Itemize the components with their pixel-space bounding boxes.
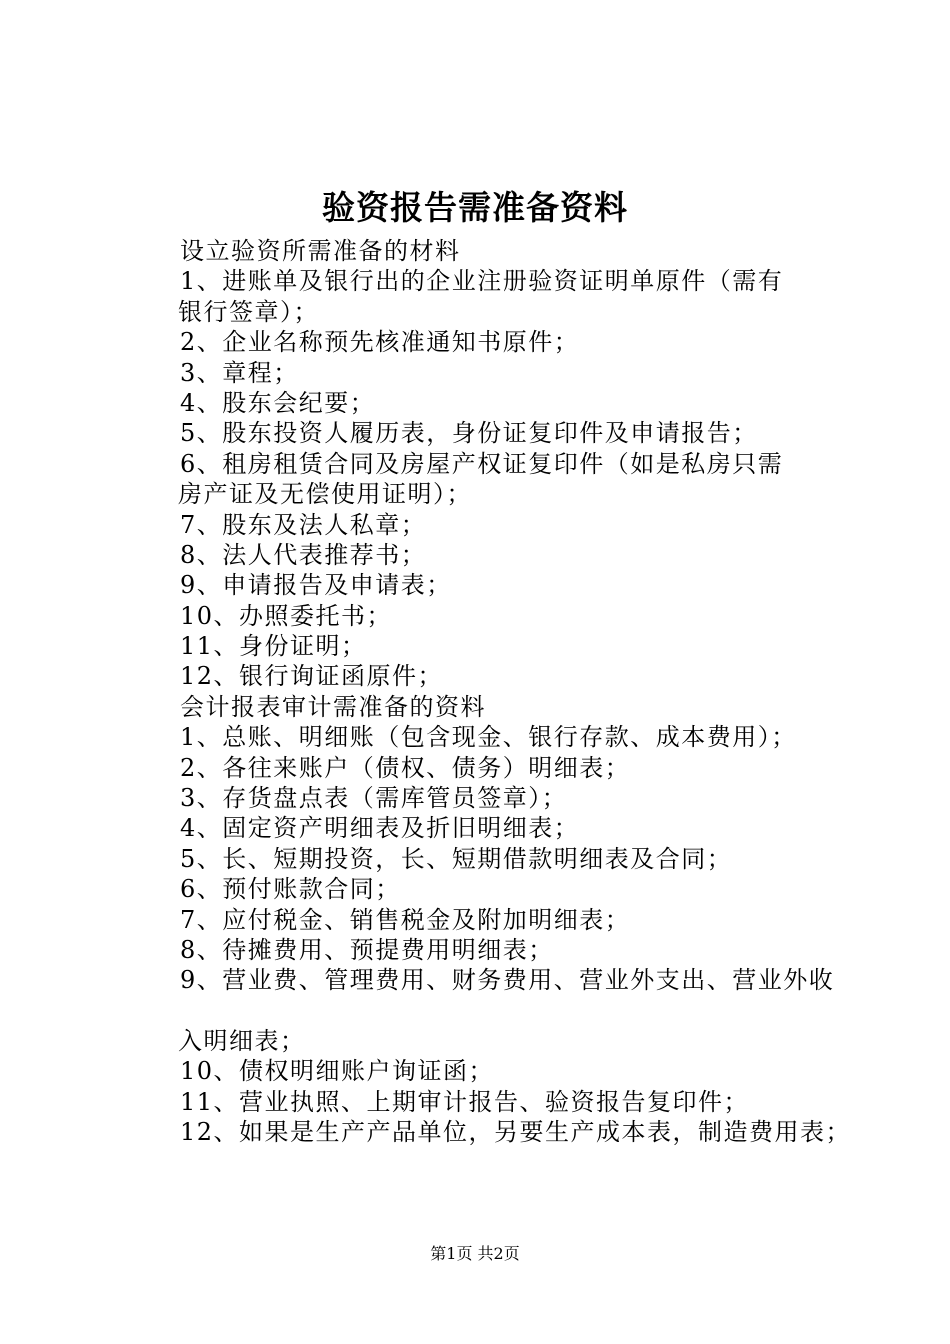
list-item: 10、办照委托书； [180,601,393,630]
list-item: 6、租房租赁合同及房屋产权证复印件（如是私房只需 [180,449,784,478]
list-item: 10、债权明细账户询证函； [180,1057,495,1086]
list-item: 1、进账单及银行出的企业注册验资证明单原件（需有 [180,267,784,296]
list-item: 7、股东及法人私章； [180,510,427,539]
list-item: 5、长、短期投资，长、短期借款明细表及合同； [180,844,733,873]
list-item: 12、银行询证函原件； [180,662,444,691]
list-item: 4、固定资产明细表及折旧明细表； [180,814,580,843]
page-number-footer: 第1页 共2页 [430,1244,520,1263]
list-item: 6、预付账款合同； [180,875,401,904]
list-item-continuation: 入明细表； [178,1026,306,1055]
section-heading-audit: 会计报表审计需准备的资料 [180,692,486,721]
list-item: 8、法人代表推荐书； [180,540,427,569]
list-item: 4、股东会纪要； [180,388,376,417]
list-item: 9、营业费、管理费用、财务费用、营业外支出、营业外收 [180,966,835,995]
list-item: 2、各往来账户（债权、债务）明细表； [180,753,631,782]
list-item: 11、营业执照、上期审计报告、验资报告复印件； [180,1087,750,1116]
list-item: 1、总账、明细账（包含现金、银行存款、成本费用）； [180,723,797,752]
list-item-continuation: 银行签章）； [178,297,319,326]
list-item: 11、身份证明； [180,632,367,661]
list-item: 3、存货盘点表（需库管员签章）； [180,784,568,813]
list-item: 7、应付税金、销售税金及附加明细表； [180,905,631,934]
section-heading-capital-verification: 设立验资所需准备的材料 [180,237,461,265]
list-item: 8、待摊费用、预提费用明细表； [180,935,554,964]
list-item-continuation: 房产证及无偿使用证明）； [178,480,472,509]
document-body [180,236,860,1147]
document-title: 验资报告需准备资料 [322,188,628,227]
list-item: 2、企业名称预先核准通知书原件； [180,328,580,357]
list-item: 3、章程； [180,358,299,387]
list-item: 9、申请报告及申请表； [180,571,452,600]
list-item: 5、股东投资人履历表，身份证复印件及申请报告； [180,419,758,448]
list-item: 12、如果是生产产品单位，另要生产成本表，制造费用表； [180,1117,852,1146]
